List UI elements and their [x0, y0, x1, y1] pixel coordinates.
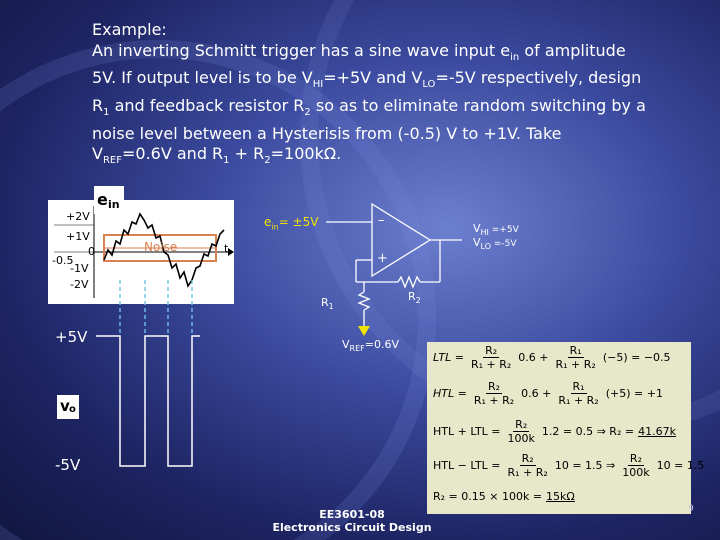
r1-label: $R_1$	[321, 296, 334, 312]
tick-label-plus2: +2V	[66, 210, 90, 223]
input-signal-label: $e_{in}= \pm 5V$	[264, 215, 319, 232]
problem-statement	[92, 20, 692, 172]
r2-label: $R_2$	[408, 290, 421, 306]
tick-label-minus05: -0.5	[52, 254, 74, 267]
output-high-label: +5V	[55, 328, 88, 346]
course-title: Electronics Circuit Design	[272, 521, 432, 534]
page-number: 9	[688, 504, 694, 514]
equation-panel	[427, 342, 705, 514]
time-axis-label: t	[224, 242, 229, 255]
r2-result-equation: R₂ = 0.15 × 100k = 15kΩ	[433, 490, 575, 503]
vref-label: $V_{REF}=0.6V$	[342, 338, 399, 354]
htl-equation: HTL = $\frac{\text{R₂}}{\text{R₁ + R₂}}$ 0.6 + $\frac{\text{R₁}}{\text{R₁ + R₂}}$ (+5) = +1	[433, 380, 663, 407]
difference-equation: HTL − LTL = $\frac{\text{R₂}}{\text{R₁ + R₂}}$ 10 = 1.5 ⇒ $\frac{\text{R₂}}{100k}$ 10 = 1.5	[433, 452, 705, 479]
input-waveform-panel	[48, 200, 234, 304]
tick-label-zero: 0	[88, 245, 95, 258]
problem-line: noise level between a Hysterisis from (-0.5) V to +1V. Take	[92, 123, 562, 143]
ltl-equation: LTL = $\frac{\text{R₂}}{\text{R₁ + R₂}}$ 0.6 + $\frac{\text{R₁}}{\text{R₁ + R₂}}$ (−5) = −0.5	[433, 344, 671, 371]
vhi-label: $V_{HI} =+5V$	[473, 222, 519, 238]
noise-label: Noise	[144, 240, 178, 254]
problem-line: $R_1$ and feedback resistor $R_2$ so as to eliminate random switching by a	[92, 95, 646, 119]
tick-label-minus1: -1V	[70, 262, 89, 275]
output-low-label: -5V	[55, 456, 81, 474]
problem-line: An inverting Schmitt trigger has a sine wave input $e_{in}$ of amplitude	[92, 40, 626, 63]
vlo-label: $V_{LO} =-5V$	[473, 236, 517, 252]
problem-heading: Example:	[92, 20, 167, 39]
inverting-terminal-label: –	[378, 213, 385, 228]
course-code: EE3601-08	[319, 508, 385, 521]
tick-label-minus2: -2V	[70, 278, 89, 291]
time-axis-arrow-icon	[228, 248, 234, 256]
tick-label-plus1: +1V	[66, 230, 90, 243]
noninverting-terminal-label: +	[377, 251, 388, 266]
output-waveform-label: v o	[57, 395, 79, 419]
footer	[232, 508, 472, 534]
problem-line: 5V. If output level is to be $V_{HI}=+5V$ and $V_{LO}=-5V$ respectively, design	[92, 68, 642, 91]
sum-equation: HTL + LTL = $\frac{\text{R₂}}{100k}$ 1.2 = 0.5 ⇒ R₂ = 41.67k	[433, 418, 676, 445]
problem-line: $V_{REF}=0.6V$ and $R_1 + R_2=100k\Omega$.	[92, 144, 342, 167]
input-waveform-label: e in	[94, 186, 124, 214]
